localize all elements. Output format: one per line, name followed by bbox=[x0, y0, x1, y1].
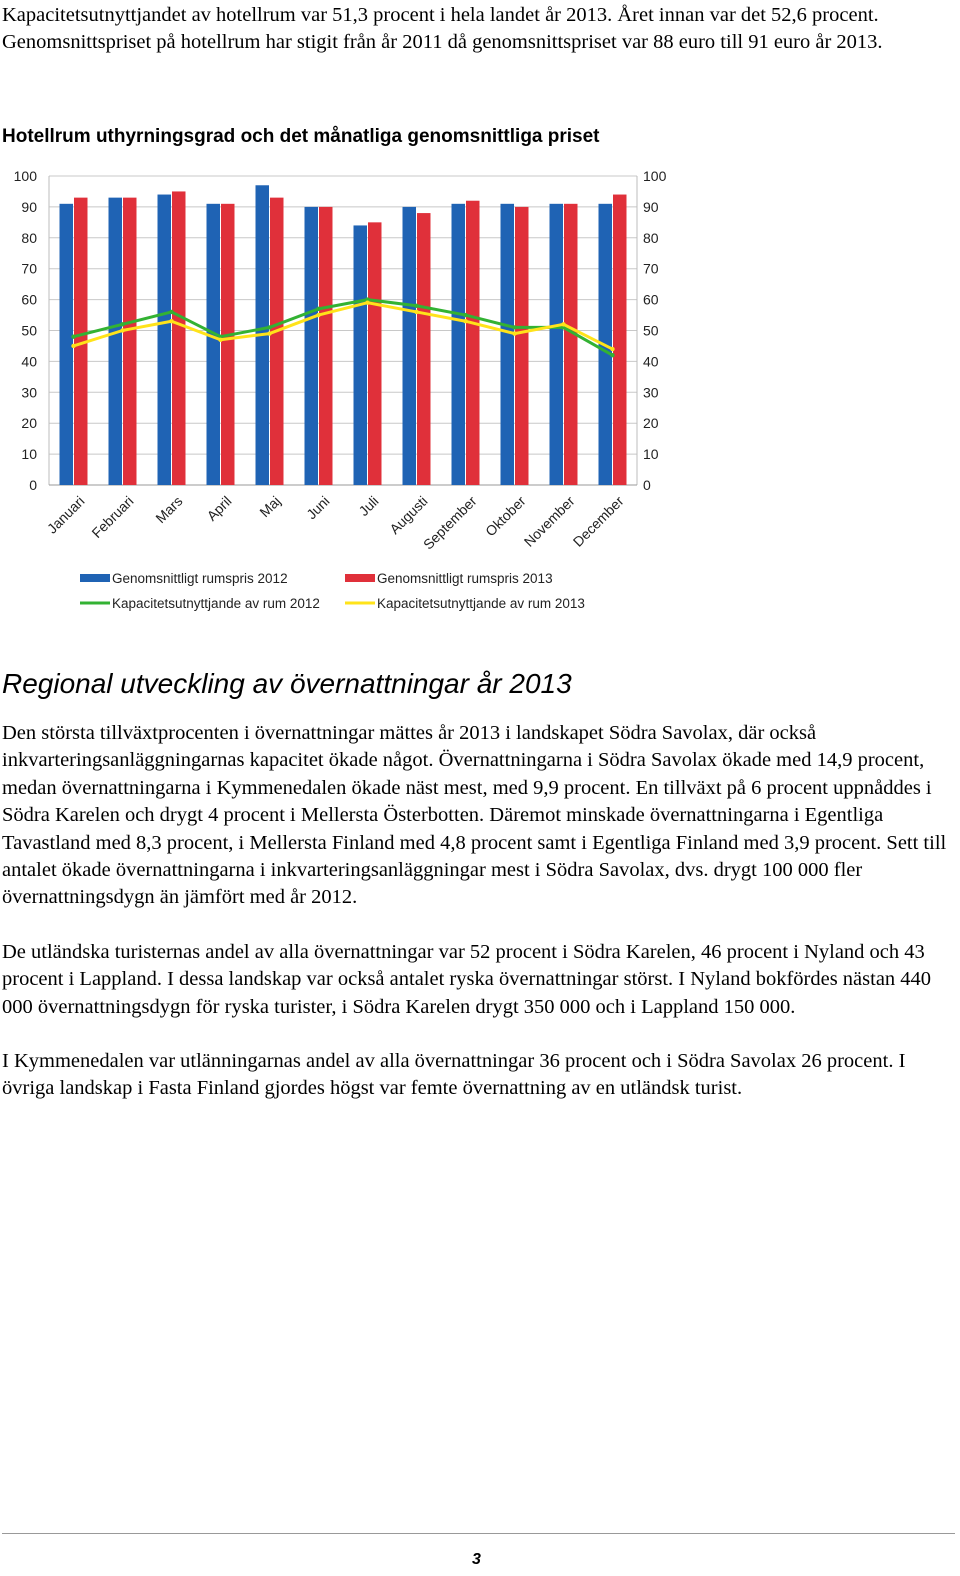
footer-divider bbox=[2, 1533, 955, 1534]
intro-paragraph: Kapacitetsutnyttjandet av hotellrum var 51,3 procent i hela landet år 2013. Året innan var det 52,6 procent. Genomsnittspriset på hotellrum har stigit från år 2011 då genomsnittspriset var 88 euro till 91 euro år 2013. bbox=[2, 4, 883, 53]
bar-price-2013 bbox=[466, 201, 480, 485]
line-point bbox=[218, 338, 222, 342]
line-point bbox=[120, 328, 124, 332]
bar-price-2013 bbox=[319, 207, 333, 485]
bar-price-2012 bbox=[403, 207, 417, 485]
x-tick-label: Januari bbox=[43, 492, 88, 537]
y2-tick-label: 10 bbox=[643, 446, 659, 463]
line-point bbox=[71, 334, 75, 338]
paragraph-regional-growth: Den största tillväxtprocenten i övernattningar mättes år 2013 i landskapet Södra Savolax, där också inkvarteringsanläggningarnas kapacitet ökade något. Övernattningarna i Södra Savolax ökade med 14,9 procent, medan övernattningarna i Kymmenedalen ökade näst mest, med 9,9 procent. En tillväxt på 6 procent uppnåddes i Södra Karelen och drygt 4 procent i Mellersta Österbotten. Däremot minskade övernattningarna i Egentliga Tavastland med 8,3 procent, i Mellersta Finland med 4,8 procent samt i Egentliga Finland med 3,9 procent. Sett till antalet ökade övernattningarna i inkvarteringsanläggningar mest i Södra Savolax, dvs. drygt 100 000 fler övernattningsdygn än jämfört med år 2012. bbox=[2, 722, 947, 909]
line-point bbox=[169, 319, 173, 323]
bar-price-2012 bbox=[158, 195, 172, 485]
x-tick-label: September bbox=[419, 492, 480, 553]
bar-price-2012 bbox=[501, 204, 515, 485]
legend-label: Genomsnittligt rumspris 2012 bbox=[112, 571, 288, 586]
line-point bbox=[414, 310, 418, 314]
y2-tick-label: 50 bbox=[643, 322, 659, 339]
bar-price-2012 bbox=[60, 204, 74, 485]
line-point bbox=[414, 304, 418, 308]
y-tick-label: 50 bbox=[21, 322, 37, 339]
legend-label: Kapacitetsutnyttjande av rum 2012 bbox=[112, 596, 320, 611]
hotel-occupancy-price-chart bbox=[0, 160, 690, 630]
line-point bbox=[561, 322, 565, 326]
line-point bbox=[610, 347, 614, 351]
chart-title: Hotellrum uthyrningsgrad och det månatliga genomsnittliga priset bbox=[2, 126, 600, 147]
line-point bbox=[316, 313, 320, 317]
x-tick-label: November bbox=[520, 492, 578, 550]
line-point bbox=[267, 331, 271, 335]
bar-price-2013 bbox=[123, 198, 137, 485]
bar-price-2012 bbox=[109, 198, 123, 485]
line-point bbox=[316, 307, 320, 311]
bar-price-2013 bbox=[270, 198, 284, 485]
bar-price-2013 bbox=[172, 191, 186, 485]
line-occupancy-2013 bbox=[74, 303, 613, 349]
x-tick-label: Juli bbox=[355, 492, 382, 519]
legend-swatch bbox=[80, 574, 110, 582]
line-point bbox=[71, 344, 75, 348]
y2-tick-label: 90 bbox=[643, 198, 659, 215]
line-point bbox=[512, 331, 516, 335]
line-point bbox=[267, 325, 271, 329]
y2-tick-label: 20 bbox=[643, 415, 659, 432]
x-tick-label: Maj bbox=[256, 492, 284, 521]
line-point bbox=[512, 325, 516, 329]
y-tick-label: 0 bbox=[29, 477, 37, 493]
line-point bbox=[169, 310, 173, 314]
line-point bbox=[463, 313, 467, 317]
y-tick-label: 40 bbox=[21, 353, 37, 370]
y2-tick-label: 100 bbox=[643, 168, 667, 184]
line-point bbox=[365, 300, 369, 304]
bar-price-2013 bbox=[515, 207, 529, 485]
bar-price-2012 bbox=[452, 204, 466, 485]
legend-label: Genomsnittligt rumspris 2013 bbox=[377, 571, 553, 586]
paragraph-foreign-share: De utländska turisternas andel av alla övernattningar var 52 procent i Södra Karelen, 46 procent i Nyland och 43 procent i Lappland. I dessa landskap var också antalet ryska övernattningar störst. I Nyland bokfördes nästan 440 000 övernattningsdygn för ryska turister, i Södra Karelen drygt 350 000 och i Lappland 150 000. bbox=[2, 941, 932, 1018]
y-tick-label: 10 bbox=[21, 446, 37, 463]
line-point bbox=[463, 319, 467, 323]
y-tick-label: 20 bbox=[21, 415, 37, 432]
bar-price-2013 bbox=[417, 213, 431, 485]
legend-label: Kapacitetsutnyttjande av rum 2013 bbox=[377, 596, 585, 611]
bar-price-2012 bbox=[550, 204, 564, 485]
y2-tick-label: 40 bbox=[643, 353, 659, 370]
x-tick-label: Februari bbox=[88, 492, 137, 541]
bar-price-2013 bbox=[564, 204, 578, 485]
y-tick-label: 30 bbox=[21, 384, 37, 401]
section-heading: Regional utveckling av övernattningar år 2013 bbox=[2, 668, 572, 699]
y2-tick-label: 0 bbox=[643, 477, 651, 493]
bar-price-2013 bbox=[368, 222, 382, 485]
y-tick-label: 70 bbox=[21, 260, 37, 277]
x-tick-label: Oktober bbox=[482, 492, 529, 540]
bar-price-2012 bbox=[305, 207, 319, 485]
y2-tick-label: 70 bbox=[643, 260, 659, 277]
bar-price-2013 bbox=[613, 195, 627, 485]
bar-price-2012 bbox=[207, 204, 221, 485]
y-tick-label: 80 bbox=[21, 229, 37, 246]
bar-price-2013 bbox=[221, 204, 235, 485]
x-tick-label: Mars bbox=[152, 492, 186, 527]
y2-tick-label: 60 bbox=[643, 291, 659, 308]
y2-tick-label: 80 bbox=[643, 229, 659, 246]
x-tick-label: Juni bbox=[303, 492, 333, 523]
x-tick-label: April bbox=[203, 492, 235, 524]
page-number: 3 bbox=[472, 1551, 481, 1568]
y-tick-label: 60 bbox=[21, 291, 37, 308]
x-tick-label: Augusti bbox=[386, 492, 431, 538]
x-tick-label: December bbox=[569, 492, 627, 550]
bar-price-2012 bbox=[354, 225, 368, 485]
paragraph-kymmenedalen: I Kymmenedalen var utlänningarnas andel av alla övernattningar 36 procent och i Södra Savolax 26 procent. I övriga landskap i Fasta Finland gjordes högst var femte övernattning av en utländsk turist. bbox=[2, 1050, 906, 1100]
line-point bbox=[610, 353, 614, 357]
line-point bbox=[120, 322, 124, 326]
y-tick-label: 90 bbox=[21, 198, 37, 215]
y-tick-label: 100 bbox=[13, 168, 37, 184]
y2-tick-label: 30 bbox=[643, 384, 659, 401]
legend-swatch bbox=[345, 574, 375, 582]
